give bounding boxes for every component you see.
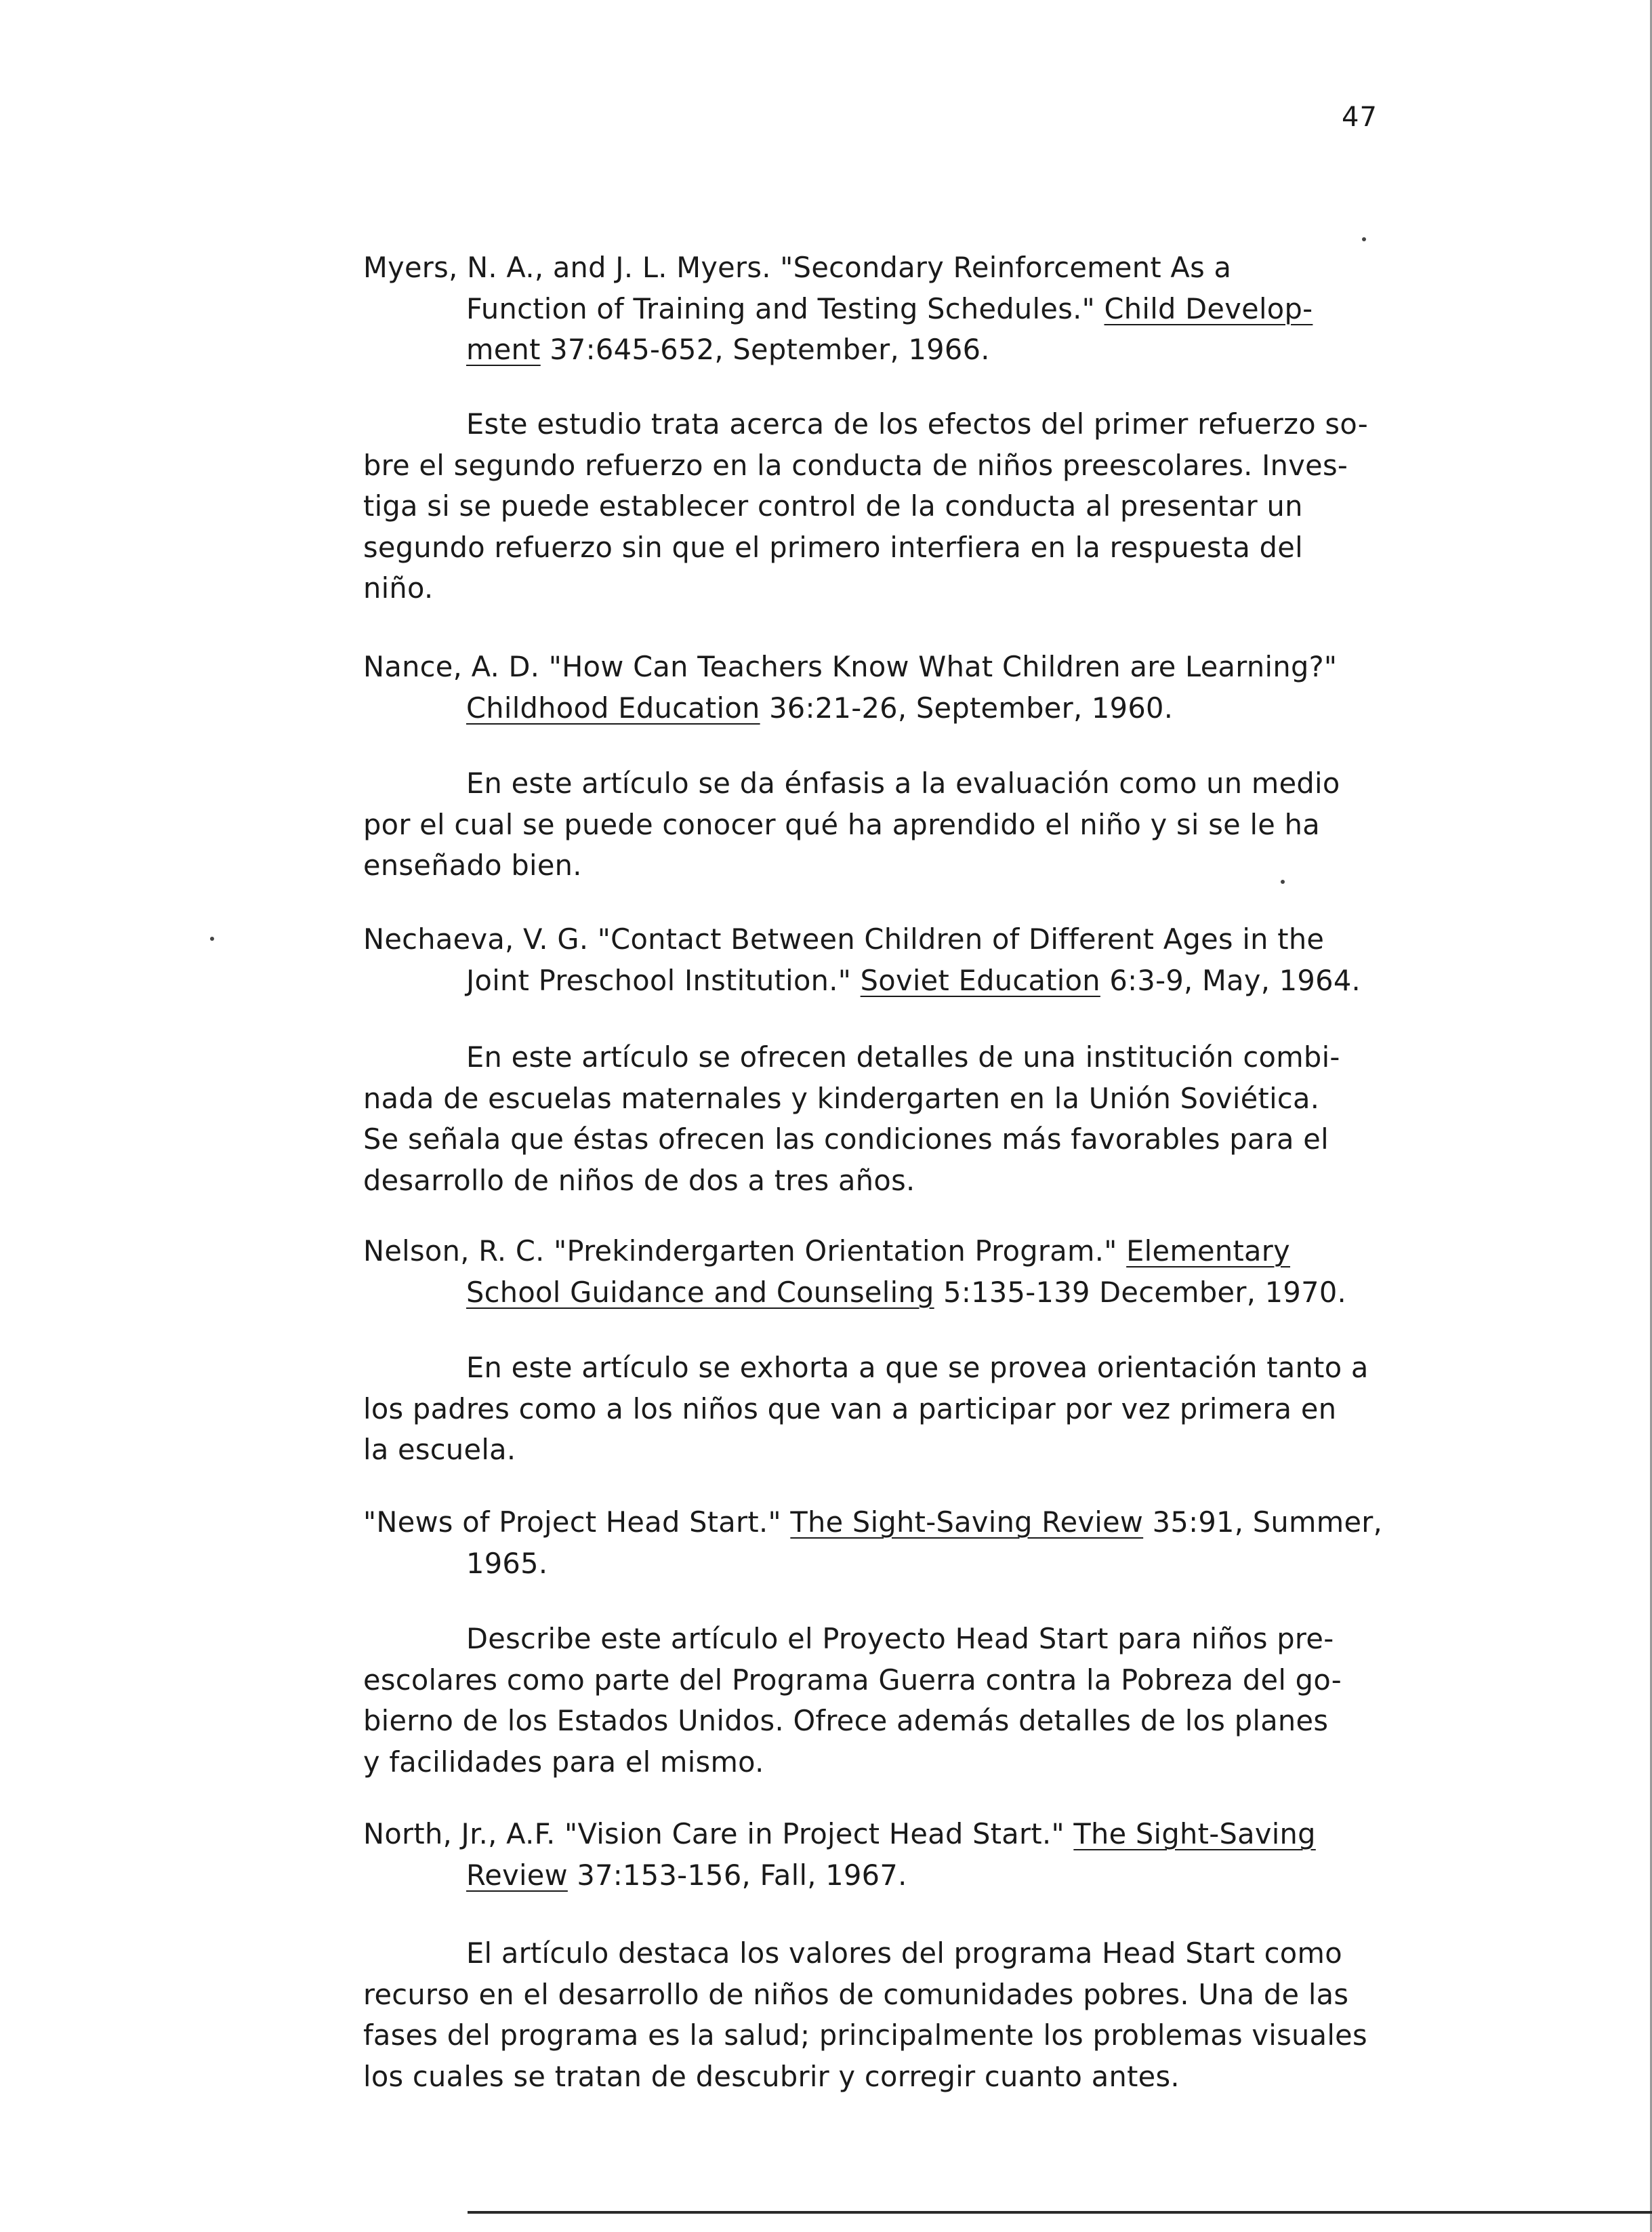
citation-text: North, Jr., A.F. "Vision Care in Project Head Start." — [363, 1817, 1074, 1850]
journal-title: Child Develop- — [1104, 291, 1313, 325]
citation-text: Nelson, R. C. "Prekindergarten Orientation Program." — [363, 1234, 1127, 1267]
citation-text: 37:153-156, Fall, 1967. — [567, 1858, 907, 1892]
citation-line — [363, 1855, 1542, 1896]
journal-title: ment — [466, 333, 541, 366]
scan-speck — [210, 937, 214, 941]
summary-line: por el cual se puede conocer qué ha aprendido el niño y si se le ha — [363, 807, 1320, 841]
summary-line: recurso en el desarrollo de niños de comunidades pobres. Una de las — [363, 1977, 1349, 2011]
summary-line: fases del programa es la salud; principalmente los problemas visuales — [363, 2018, 1367, 2052]
citation-nelson — [363, 1231, 1542, 1313]
citation-line — [363, 1231, 1542, 1272]
citation-line — [363, 289, 1542, 330]
citation-line — [363, 1272, 1542, 1314]
summary-nance — [363, 763, 1542, 887]
journal-title: Elementary — [1126, 1234, 1291, 1267]
citation-line — [363, 688, 1542, 729]
scan-speck — [1362, 237, 1366, 241]
bottom-rule — [468, 2211, 1652, 2214]
citation-line — [363, 1502, 1542, 1543]
summary-head-start-news — [363, 1619, 1542, 1783]
summary-line: los cuales se tratan de descubrir y corregir cuanto antes. — [363, 2059, 1180, 2093]
citation-north — [363, 1814, 1542, 1896]
citation-text: 37:645-652, September, 1966. — [540, 333, 990, 366]
journal-title: School Guidance and Counseling — [466, 1275, 934, 1309]
summary-line: enseñado bien. — [363, 849, 582, 882]
journal-title: The Sight-Saving — [1073, 1817, 1316, 1850]
summary-nechaeva — [363, 1037, 1542, 1201]
citation-line: 1965. — [466, 1546, 548, 1580]
summary-line: Describe este artículo el Proyecto Head Start para niños pre- — [466, 1622, 1334, 1655]
journal-title: The Sight-Saving Review — [790, 1505, 1144, 1539]
citation-text: Joint Preschool Institution." — [466, 963, 861, 997]
summary-nelson — [363, 1347, 1542, 1471]
citation-text: 6:3-9, May, 1964. — [1100, 963, 1361, 997]
summary-line: En este artículo se da énfasis a la evaluación como un medio — [466, 767, 1340, 800]
citation-text: "News of Project Head Start." — [363, 1505, 791, 1539]
summary-line: la escuela. — [363, 1433, 516, 1466]
citation-nance — [363, 647, 1542, 729]
journal-title: Soviet Education — [860, 963, 1100, 997]
journal-title: Review — [466, 1858, 568, 1892]
summary-line: Se señala que éstas ofrecen las condiciones más favorables para el — [363, 1122, 1329, 1156]
summary-line: bre el segundo refuerzo en la conducta de niños preescolares. Inves- — [363, 448, 1348, 482]
scan-speck — [1281, 880, 1285, 884]
citation-text: 5:135-139 December, 1970. — [934, 1275, 1347, 1309]
citation-line — [363, 960, 1542, 1002]
summary-line: Este estudio trata acerca de los efectos del primer refuerzo so- — [466, 407, 1369, 441]
citation-myers — [363, 247, 1542, 371]
citation-text: Function of Training and Testing Schedules." — [466, 291, 1104, 325]
summary-line: En este artículo se ofrecen detalles de una institución combi- — [466, 1040, 1340, 1074]
summary-north — [363, 1933, 1542, 2097]
citation-line — [363, 329, 1542, 371]
summary-myers — [363, 404, 1542, 609]
summary-line: El artículo destaca los valores del programa Head Start como — [466, 1936, 1342, 1970]
summary-line: nada de escuelas maternales y kindergarten en la Unión Soviética. — [363, 1081, 1320, 1115]
summary-line: bierno de los Estados Unidos. Ofrece además detalles de los planes — [363, 1704, 1329, 1737]
page-number: 47 — [1342, 102, 1378, 133]
citation-line: Nechaeva, V. G. "Contact Between Children of Different Ages in the — [363, 922, 1325, 956]
summary-line: y facilidades para el mismo. — [363, 1745, 764, 1779]
citation-text: 35:91, Summer, — [1143, 1505, 1383, 1539]
summary-line: segundo refuerzo sin que el primero interfiera en la respuesta del — [363, 530, 1303, 564]
citation-line: Myers, N. A., and J. L. Myers. "Secondary Reinforcement As a — [363, 251, 1232, 284]
summary-line: En este artículo se exhorta a que se provea orientación tanto a — [466, 1351, 1369, 1384]
citation-line: Nance, A. D. "How Can Teachers Know What Children are Learning?" — [363, 650, 1338, 683]
journal-title: Childhood Education — [466, 691, 760, 725]
citation-line — [363, 1814, 1542, 1855]
citation-text: 36:21-26, September, 1960. — [760, 691, 1174, 725]
citation-head-start-news — [363, 1502, 1542, 1584]
citation-nechaeva — [363, 919, 1542, 1001]
summary-line: niño. — [363, 571, 434, 605]
summary-line: tiga si se puede establecer control de la conducta al presentar un — [363, 489, 1303, 523]
summary-line: escolares como parte del Programa Guerra contra la Pobreza del go- — [363, 1663, 1342, 1697]
summary-line: los padres como a los niños que van a participar por vez primera en — [363, 1392, 1337, 1425]
summary-line: desarrollo de niños de dos a tres años. — [363, 1163, 915, 1197]
